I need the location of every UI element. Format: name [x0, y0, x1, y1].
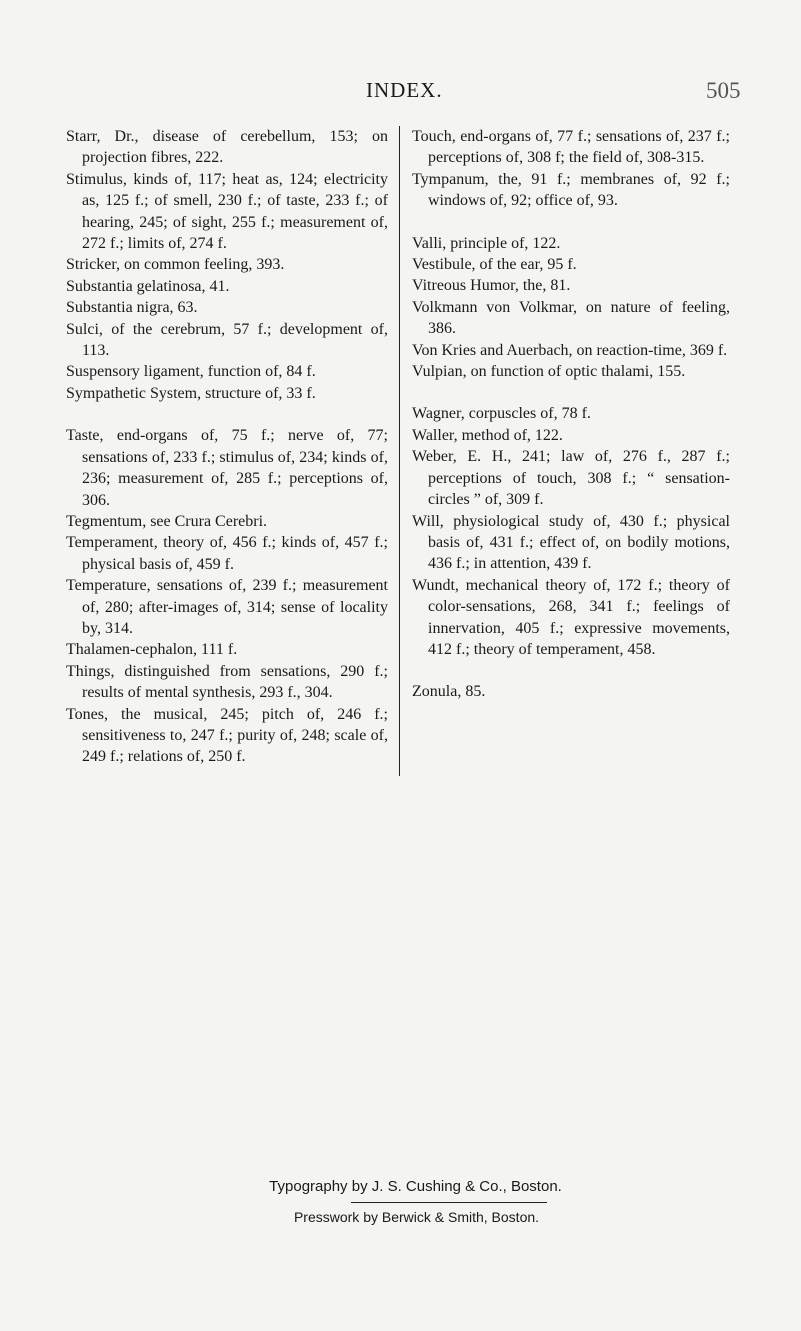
index-column-left — [66, 126, 388, 768]
colophon — [0, 1178, 801, 1225]
index-entry: Von Kries and Auerbach, on reaction-time, 369 f. — [412, 341, 728, 359]
index-entry: Things, distinguished from sensations, 290 f.; results of mental synthesis, 293 f., 304. — [66, 662, 388, 702]
presswork-credit: Presswork by Berwick & Smith, Boston. — [293, 1209, 540, 1225]
index-entry: Weber, E. H., 241; law of, 276 f., 287 f.; perceptions of touch, 308 f.; “ sensation-circles ” of, 309 f. — [412, 448, 730, 509]
index-entry: Touch, end-organs of, 77 f.; sensations of, 237 f.; perceptions of, 308 f; the field of, 308-315. — [412, 128, 730, 167]
index-entry: Temperament, theory of, 456 f.; kinds of, 457 f.; physical basis of, 459 f. — [66, 534, 388, 573]
page-title: INDEX. — [366, 78, 443, 102]
index-entry: Vulpian, on function of optic thalami, 155. — [412, 363, 686, 381]
letter-section-gap — [412, 660, 730, 681]
index-entry: Stimulus, kinds of, 117; heat as, 124; electricity as, 125 f.; of smell, 230 f.; of taste, 233 f.; of hearing, 245; of sight, 255 f.; measurement of, 272 f.; limits of, 274 f. — [66, 170, 388, 253]
index-column-right — [412, 126, 730, 703]
index-entry: Volkmann von Volkmar, on nature of feeling, 386. — [412, 298, 730, 338]
page-number: 505 — [706, 78, 741, 103]
index-entry: Valli, principle of, 122. — [412, 234, 561, 252]
index-entry: Sympathetic System, structure of, 33 f. — [66, 384, 316, 402]
index-entry: Zonula, 85. — [412, 683, 486, 701]
index-entry: Waller, method of, 122. — [412, 426, 563, 444]
index-entry: Temperature, sensations of, 239 f.; measurement of, 280; after-images of, 314; sense of locality by, 314. — [66, 577, 388, 637]
index-entry: Substantia gelatinosa, 41. — [66, 277, 230, 295]
index-entry: Taste, end-organs of, 75 f.; nerve of, 77; sensations of, 233 f.; stimulus of, 234; kinds of, 236; measurement of, 285 f.; perceptions of, 306. — [66, 427, 388, 509]
colophon-rule — [351, 1202, 547, 1203]
page-header — [0, 78, 801, 108]
index-entry: Thalamen-cephalon, 111 f. — [66, 641, 238, 659]
index-entry: Wagner, corpuscles of, 78 f. — [412, 405, 591, 423]
index-entry: Stricker, on common feeling, 393. — [66, 256, 285, 274]
index-entry: Tegmentum, see Crura Cerebri. — [66, 512, 268, 530]
letter-section-gap — [412, 382, 730, 403]
index-entry: Vestibule, of the ear, 95 f. — [412, 256, 577, 274]
index-entry: Substantia nigra, 63. — [66, 299, 198, 317]
column-divider — [399, 126, 400, 776]
index-entry: Sulci, of the cerebrum, 57 f.; development of, 113. — [66, 320, 388, 360]
index-entry: Tones, the musical, 245; pitch of, 246 f.; sensitiveness to, 247 f.; purity of, 248; scale of, 249 f.; relations of, 250 f. — [66, 705, 388, 766]
index-entry: Tympanum, the, 91 f.; membranes of, 92 f.; windows of, 92; office of, 93. — [412, 170, 730, 210]
index-entry: Suspensory ligament, function of, 84 f. — [66, 363, 316, 381]
index-entry: Vitreous Humor, the, 81. — [412, 277, 571, 295]
index-entry: Will, physiological study of, 430 f.; physical basis of, 431 f.; effect of, on bodily motions, 436 f.; in attention, 439 f. — [412, 512, 730, 573]
typography-credit: Typography by J. S. Cushing & Co., Boston. — [269, 1178, 562, 1195]
index-entry: Starr, Dr., disease of cerebellum, 153; on projection fibres, 222. — [66, 128, 388, 167]
index-entry: Wundt, mechanical theory of, 172 f.; theory of color-sensations, 268, 341 f.; feelings of innervation, 405 f.; expressive movements, 412 f.; theory of temperament, 458. — [412, 576, 730, 658]
letter-section-gap — [412, 212, 730, 233]
letter-section-gap — [66, 404, 388, 425]
